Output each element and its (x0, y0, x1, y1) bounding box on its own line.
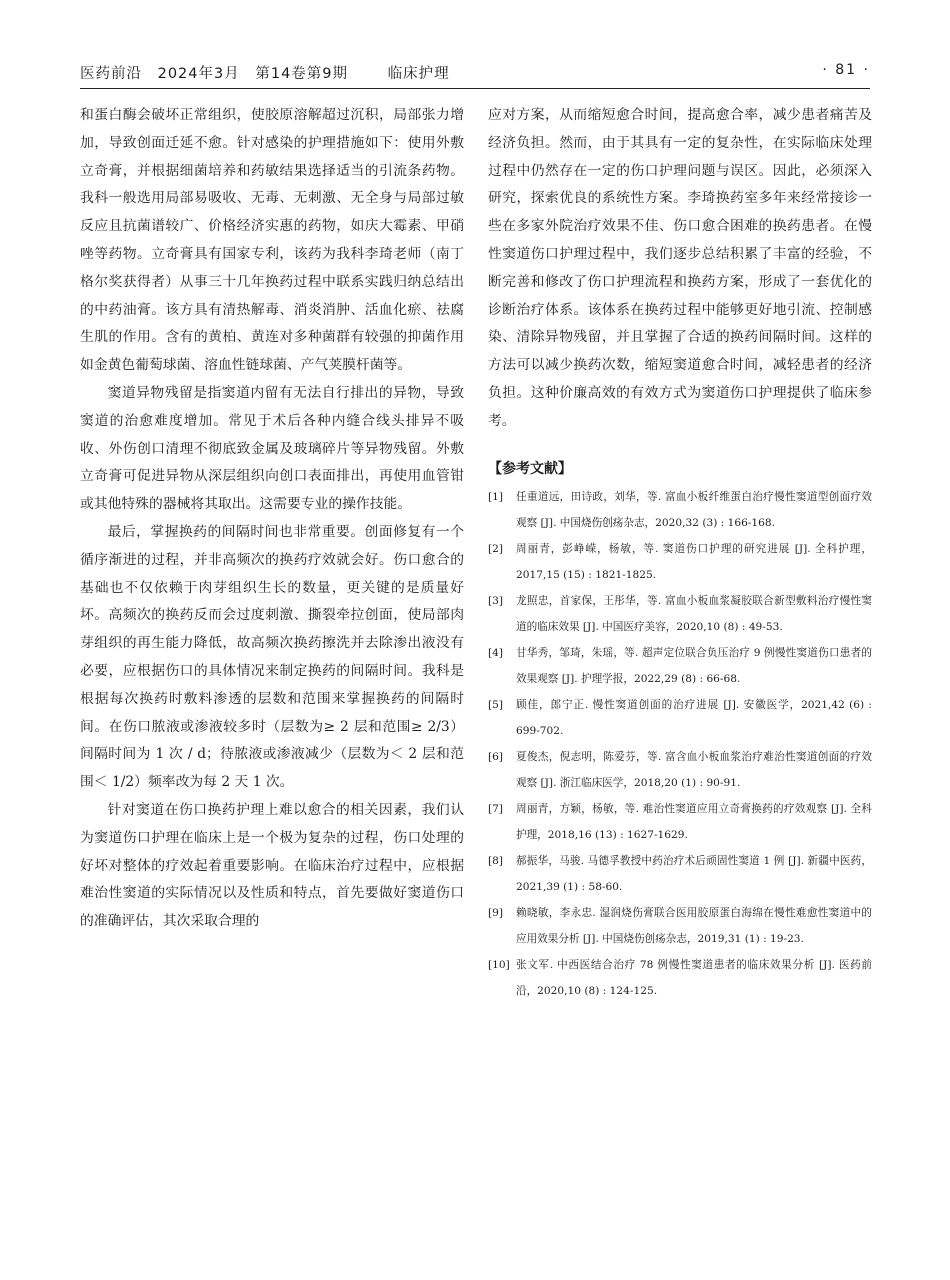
reference-list (488, 484, 872, 1004)
reference-number: [7] (488, 802, 504, 815)
reference-item (488, 588, 872, 640)
reference-text: 郝振华，马骏. 马德孚教授中药治疗术后顽固性窦道 1 例 [J]. 新疆中医药，2021,39 (1) : 58-60. (516, 854, 872, 893)
reference-text: 周丽青，方颖，杨敏，等. 难治性窦道应用立奇膏换药的疗效观察 [J]. 全科护理，2018,16 (13) : 1627-1629. (516, 802, 872, 841)
reference-number: [6] (488, 750, 504, 763)
reference-number: [3] (488, 594, 504, 607)
reference-text: 顾佳，郎宁正. 慢性窦道创面的治疗进展 [J]. 安徽医学，2021,42 (6) : 699-702. (516, 698, 872, 737)
reference-item (488, 536, 872, 588)
reference-text: 龙照忠，首家保，王彤华，等. 富血小板血浆凝胶联合新型敷料治疗慢性窦道的临床效果 [J]. 中国医疗美容，2020,10 (8) : 49-53. (516, 594, 872, 633)
reference-item (488, 744, 872, 796)
reference-item (488, 484, 872, 536)
page-number: · 81 · (822, 62, 870, 78)
reference-number: [9] (488, 906, 504, 919)
reference-number: [8] (488, 854, 504, 867)
paragraph: 窦道异物残留是指窦道内留有无法自行排出的异物，导致窦道的治愈难度增加。常见于术后各种内缝合线头排异不吸收、外伤创口清理不彻底致金属及玻璃碎片等异物残留。外敷立奇膏可促进异物从深层组织向创口表面排出，再使用血管钳或其他特殊的器械将其取出。这需要专业的操作技能。 (80, 384, 464, 513)
reference-item (488, 640, 872, 692)
paragraph: 应对方案，从而缩短愈合时间，提高愈合率，减少患者痛苦及经济负担。然而，由于其具有一定的复杂性，在实际临床处理过程中仍然存在一定的伤口护理问题与误区。因此，必须深入研究，探索优良的系统性方案。李琦换药室多年来经常接诊一些在多家外院治疗效果不佳、伤口愈合困难的换药患者。在慢性窦道伤口护理过程中，我们逐步总结积累了丰富的经验，不断完善和修改了伤口护理流程和换药方案，形成了一套优化的诊断治疗体系。该体系在换药过程中能够更好地引流、控制感染、清除异物残留，并且掌握了合适的换药间隔时间。这样的方法可以减少换药次数，缩短窦道愈合时间，减轻患者的经济负担。这种价廉高效的有效方式为窦道伤口护理提供了临床参考。 (488, 107, 872, 429)
reference-item (488, 692, 872, 744)
journal-name: 医药前沿 (80, 66, 142, 82)
reference-number: [4] (488, 646, 504, 659)
reference-item (488, 848, 872, 900)
volume-issue: 第14卷第9期 (255, 66, 349, 82)
reference-text: 赖晓敏，李永忠. 湿润烧伤膏联合医用胶原蛋白海绵在慢性难愈性窦道中的应用效果分析 [J]. 中国烧伤创疡杂志，2019,31 (1) : 19-23. (516, 906, 872, 945)
reference-text: 张文军. 中西医结合治疗 78 例慢性窦道患者的临床效果分析 [J]. 医药前沿，2020,10 (8) : 124-125. (516, 958, 872, 997)
reference-text: 周丽青，彭峥嵘，杨敏，等. 窦道伤口护理的研究进展 [J]. 全科护理，2017,15 (15) : 1821-1825. (516, 542, 872, 581)
references-title: 【参考文献】 (488, 460, 572, 477)
journal-info (80, 62, 460, 83)
reference-number: [1] (488, 490, 504, 503)
reference-number: [5] (488, 698, 504, 711)
paragraph: 最后，掌握换药的间隔时间也非常重要。创面修复有一个循序渐进的过程，并非高频次的换药疗效就会好。伤口愈合的基础也不仅依赖于肉芽组织生长的数量，更关键的是质量好坏。高频次的换药反而会过度刺激、撕裂牵拉创面，使局部肉芽组织的再生能力降低，故高频次换药擦洗并去除渗出液没有必要，应根据伤口的具体情况来制定换药的间隔时间。我科是根据每次换药时敷料渗透的层数和范围来掌握换药的间隔时间。在伤口脓液或渗液较多时（层数为≥ 2 层和范围≥ 2/3）间隔时间为 1 次 / d；待脓液或渗液减少（层数为＜ 2 层和范围＜ 1/2）频率改为每 2 天 1 次。 (80, 523, 464, 791)
reference-text: 任重道远，田诗政，刘华，等. 富血小板纤维蛋白治疗慢性窦道型创面疗效观察 [J]. 中国烧伤创疡杂志，2020,32 (3) : 166-168. (516, 490, 872, 529)
left-column (80, 102, 464, 936)
paragraph: 针对窦道在伤口换药护理上难以愈合的相关因素，我们认为窦道伤口护理在临床上是一个极为复杂的过程，伤口处理的好坏对整体的疗效起着重要影响。在临床治疗过程中，应根据难治性窦道的实际情况以及性质和特点，首先要做好窦道伤口的准确评估，其次采取合理的 (80, 801, 464, 930)
reference-number: [10] (488, 958, 510, 971)
reference-text: 夏俊杰，倪志明，陈爱芬，等. 富含血小板血浆治疗难治性窦道创面的疗效观察 [J]. 浙江临床医学，2018,20 (1) : 90-91. (516, 750, 872, 789)
reference-item (488, 952, 872, 1004)
reference-item (488, 796, 872, 848)
reference-text: 甘华秀，邹琦，朱瑶，等. 超声定位联合负压治疗 9 例慢性窦道伤口患者的效果观察 [J]. 护理学报，2022,29 (8) : 66-68. (516, 646, 872, 685)
reference-item (488, 900, 872, 952)
reference-number: [2] (488, 542, 504, 555)
paragraph: 和蛋白酶会破坏正常组织，使胶原溶解超过沉积，局部张力增加，导致创面迁延不愈。针对感染的护理措施如下：使用外敷立奇膏，并根据细菌培养和药敏结果选择适当的引流条药物。我科一般选用局部易吸收、无毒、无刺激、无全身与局部过敏反应且抗菌谱较广、价格经济实惠的药物，如庆大霉素、甲硝唑等药物。立奇膏具有国家专利，该药为我科李琦老师（南丁格尔奖获得者）从事三十几年换药过程中联系实践归纳总结出的中药油膏。该方具有清热解毒、消炎消肿、活血化瘀、祛腐生肌的作用。含有的黄柏、黄连对多种菌群有较强的抑菌作用如金黄色葡萄球菌、溶血性链球菌、产气荚膜杆菌等。 (80, 107, 464, 374)
right-column (488, 102, 872, 1004)
section-name: 临床护理 (387, 66, 450, 82)
issue-date: 2024年3月 (157, 66, 240, 82)
running-header (80, 62, 870, 89)
